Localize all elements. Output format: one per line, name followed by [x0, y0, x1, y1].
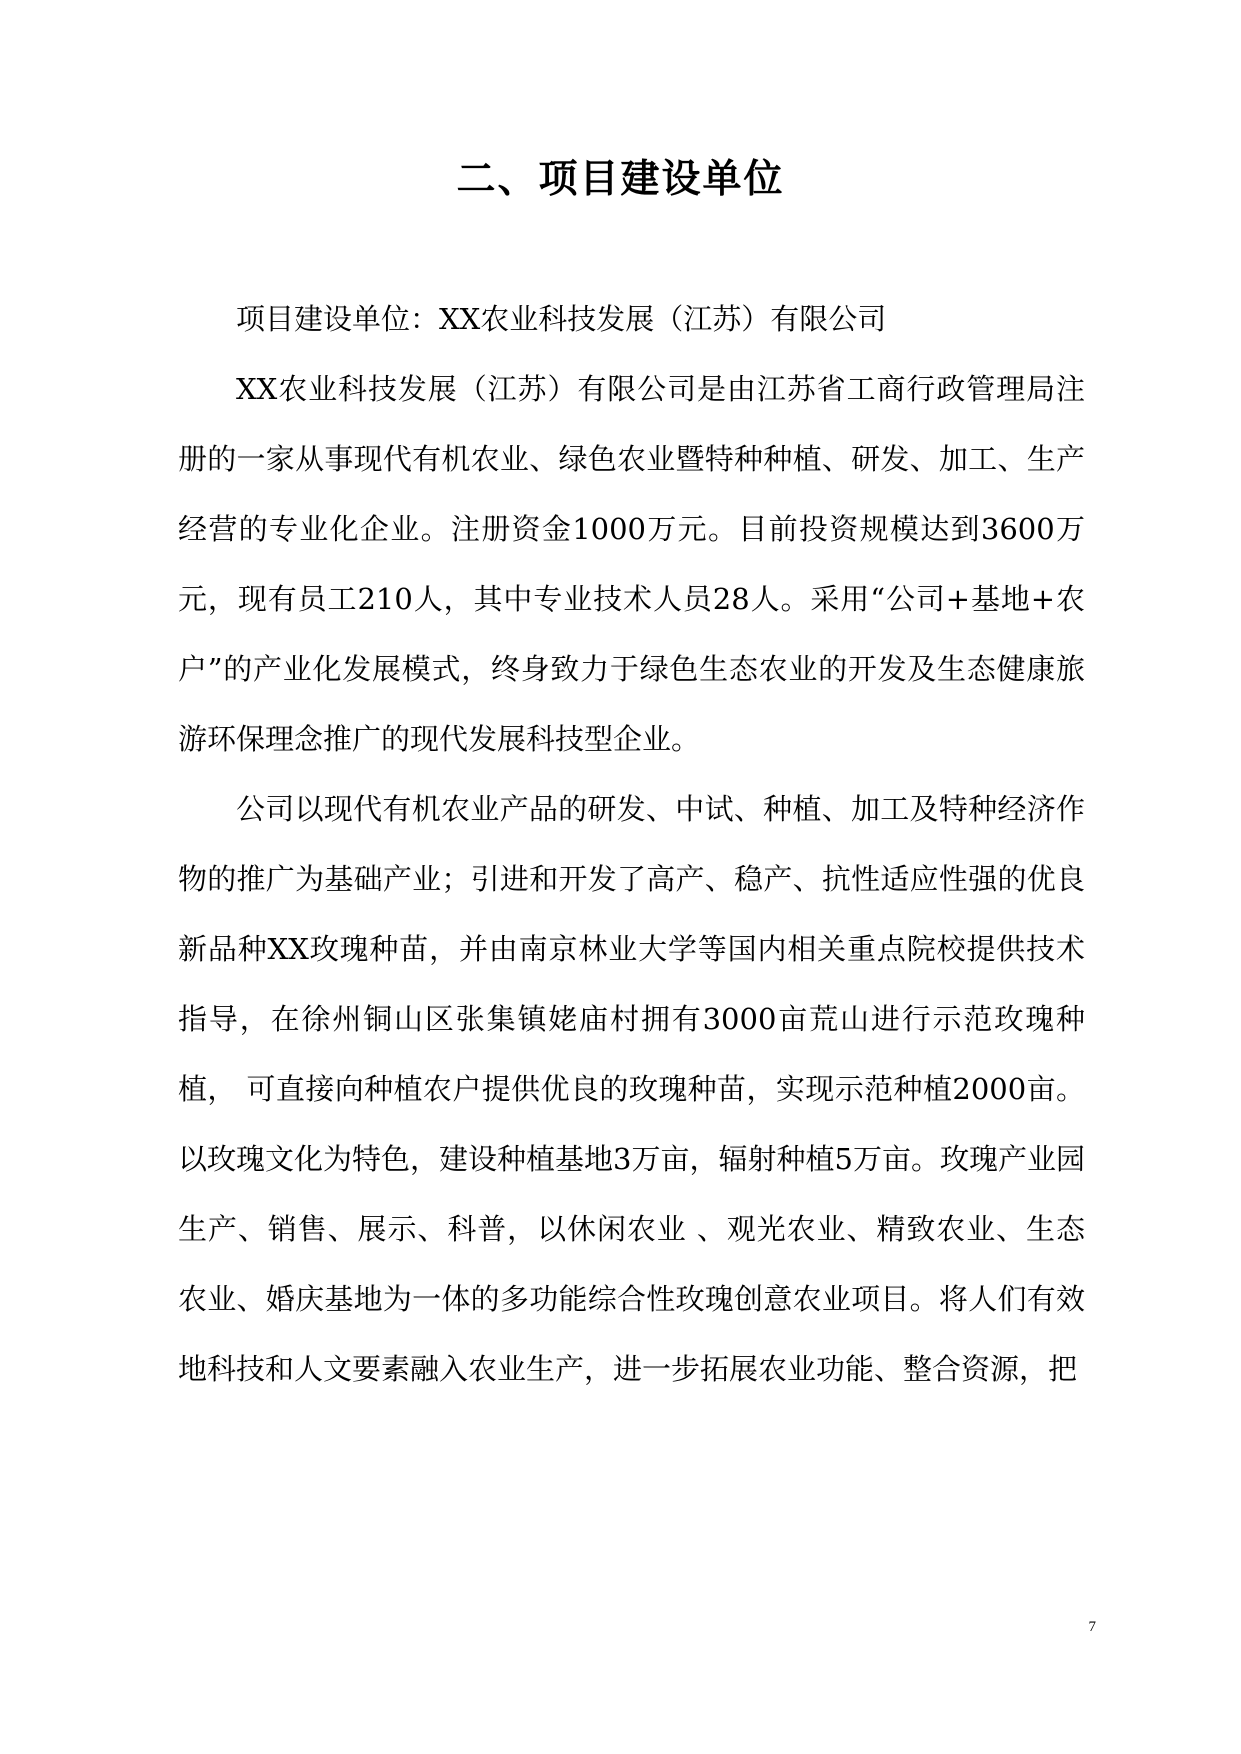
document-body: [178, 284, 1085, 1404]
page-number: 7: [1088, 1619, 1096, 1635]
paragraph-construction-unit: 项目建设单位：XX农业科技发展（江苏）有限公司: [236, 302, 887, 336]
paragraph-company-profile: XX农业科技发展（江苏）有限公司是由江苏省工商行政管理局注册的一家从事现代有机农业、绿色农业暨特种种植、研发、加工、生产经营的专业化企业。注册资金1000万元。目前投资规模达到3600万元，现有员工210人，其中专业技术人员28人。采用“公司+基地+农户”的产业化发展模式，终身致力于绿色生态农业的开发及生态健康旅游环保理念推广的现代发展科技型企业。: [178, 372, 1085, 756]
paragraph-company-business: 公司以现代有机农业产品的研发、中试、种植、加工及特种经济作物的推广为基础产业；引进和开发了高产、稳产、抗性适应性强的优良新品种XX玫瑰种苗，并由南京林业大学等国内相关重点院校提供技术指导，在徐州铜山区张集镇姥庙村拥有3000亩荒山进行示范玫瑰种植， 可直接向种植农户提供优良的玫瑰种苗，实现示范种植2000亩。以玫瑰文化为特色，建设种植基地3万亩，辐射种植5万亩。玫瑰产业园生产、销售、展示、科普，以休闲农业 、观光农业、精致农业、生态农业、婚庆基地为一体的多功能综合性玫瑰创意农业项目。将人们有效地科技和人文要素融入农业生产，进一步拓展农业功能、整合资源，把: [178, 792, 1085, 1386]
section-title: 二、项目建设单位: [456, 157, 785, 202]
